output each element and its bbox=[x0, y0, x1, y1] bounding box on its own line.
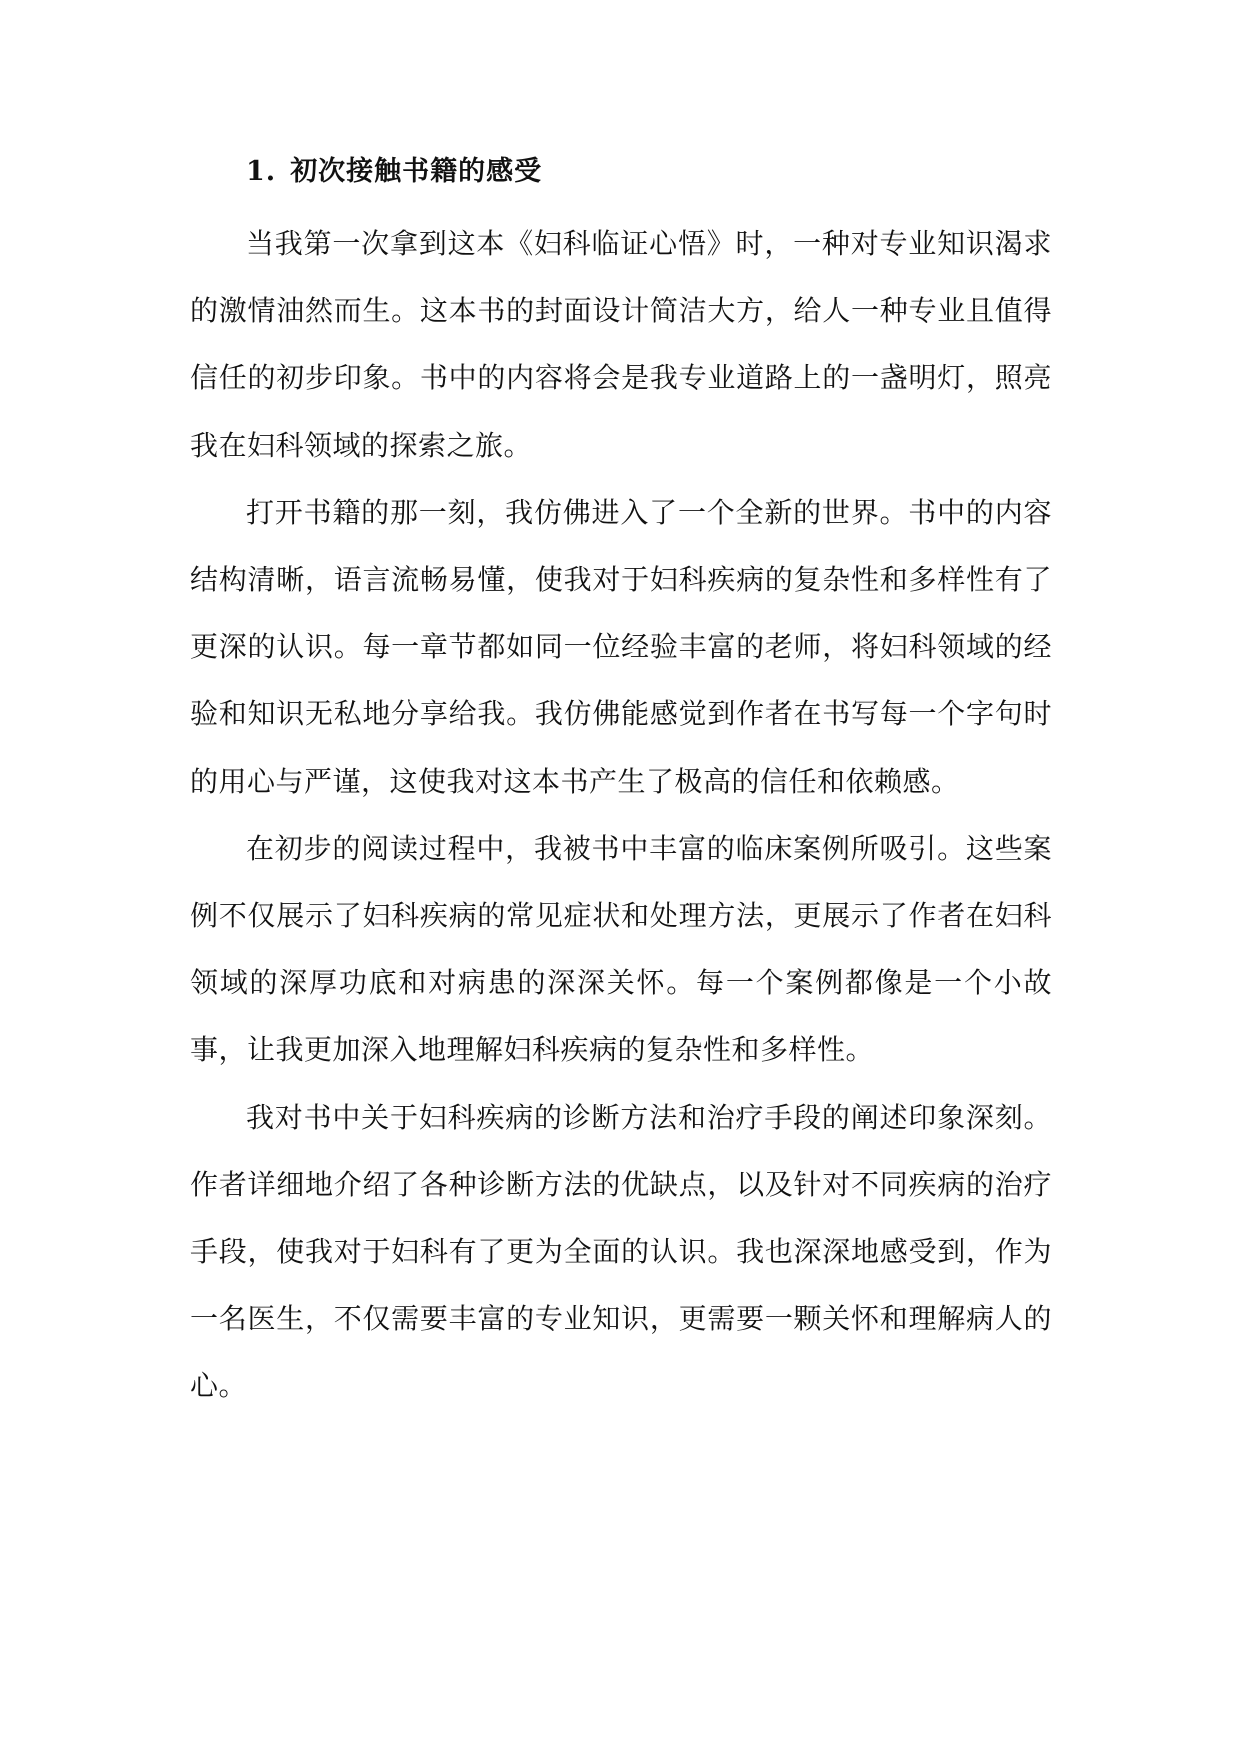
page-content bbox=[190, 144, 1052, 1420]
section-heading bbox=[190, 144, 1052, 200]
section-number: 1. bbox=[246, 156, 277, 187]
body-paragraph: 我对书中关于妇科疾病的诊断方法和治疗手段的阐述印象深刻。作者详细地介绍了各种诊断方法的优缺点，以及针对不同疾病的治疗手段，使我对于妇科有了更为全面的认识。我也深深地感受到，作为一名医生，不仅需要丰富的专业知识，更需要一颗关怀和理解病人的心。 bbox=[190, 1100, 1052, 1403]
body-paragraph: 打开书籍的那一刻，我仿佛进入了一个全新的世界。书中的内容结构清晰，语言流畅易懂，使我对于妇科疾病的复杂性和多样性有了更深的认识。每一章节都如同一位经验丰富的老师，将妇科领域的经验和知识无私地分享给我。我仿佛能感觉到作者在书写每一个字句时的用心与严谨，这使我对这本书产生了极高的信任和依赖感。 bbox=[190, 495, 1052, 798]
body-paragraph: 当我第一次拿到这本《妇科临证心悟》时，一种对专业知识渴求的激情油然而生。这本书的封面设计简洁大方，给人一种专业且值得信任的初步印象。书中的内容将会是我专业道路上的一盏明灯，照亮我在妇科领域的探索之旅。 bbox=[190, 227, 1052, 462]
body-paragraph: 在初步的阅读过程中，我被书中丰富的临床案例所吸引。这些案例不仅展示了妇科疾病的常见症状和处理方法，更展示了作者在妇科领域的深厚功底和对病患的深深关怀。每一个案例都像是一个小故事，让我更加深入地理解妇科疾病的复杂性和多样性。 bbox=[190, 831, 1052, 1067]
section-title: 初次接触书籍的感受 bbox=[290, 156, 543, 187]
